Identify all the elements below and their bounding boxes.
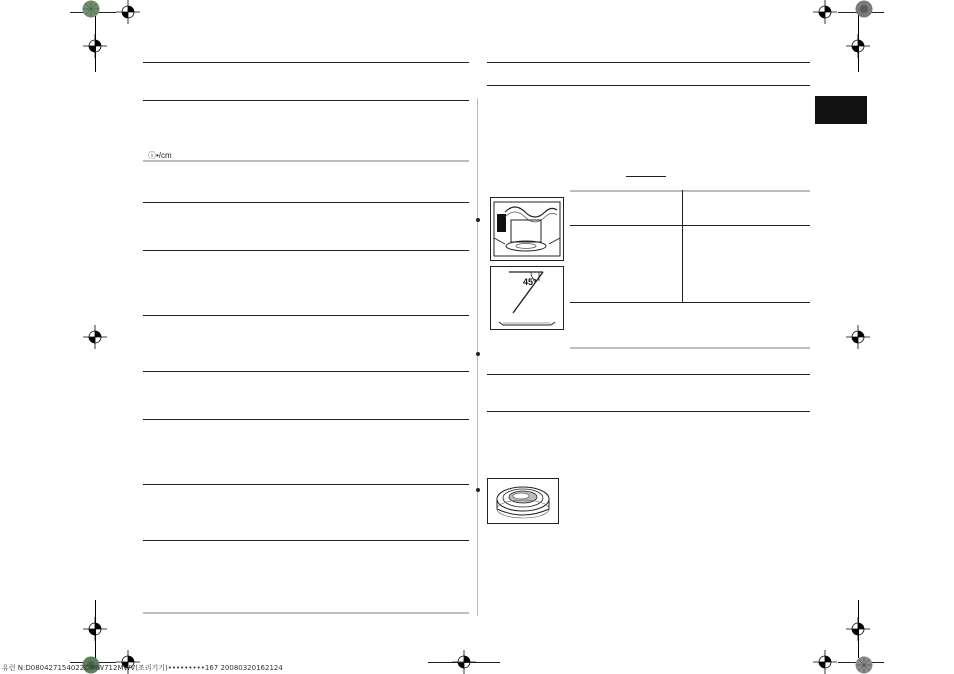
bullet-dot bbox=[476, 218, 480, 222]
oven-interior-illustration bbox=[491, 198, 563, 260]
angle-illustration bbox=[491, 267, 563, 329]
color-calibration-disc-icon bbox=[855, 656, 873, 674]
crop-line bbox=[858, 12, 859, 72]
section-divider bbox=[143, 100, 469, 101]
registration-mark-icon bbox=[813, 650, 837, 674]
gray-divider bbox=[143, 160, 469, 162]
registration-mark-icon bbox=[846, 325, 870, 349]
table-row-divider bbox=[570, 225, 810, 226]
turntable-illustration bbox=[488, 479, 558, 523]
section-divider bbox=[143, 371, 469, 372]
icon-note: ⓘ•/cm bbox=[148, 151, 172, 160]
section-divider bbox=[143, 250, 469, 251]
section-divider bbox=[143, 419, 469, 420]
crop-line bbox=[95, 600, 96, 658]
crop-line bbox=[858, 600, 859, 658]
crop-line bbox=[95, 12, 96, 72]
section-divider bbox=[143, 484, 469, 485]
section-divider bbox=[487, 62, 810, 63]
section-divider bbox=[143, 315, 469, 316]
bullet-dot bbox=[476, 488, 480, 492]
registration-mark-icon bbox=[813, 0, 837, 24]
angle-figure bbox=[490, 266, 564, 330]
color-calibration-disc-icon bbox=[82, 0, 100, 18]
section-divider bbox=[143, 540, 469, 541]
table-column-divider bbox=[682, 190, 683, 302]
print-footer: 유런 N:D080427154022CIMW712MWV(조리기기)•••••••••167 20080320162124 bbox=[2, 664, 283, 672]
section-divider bbox=[487, 85, 810, 86]
column-separator bbox=[477, 98, 478, 616]
turntable-figure bbox=[487, 478, 559, 524]
crop-line bbox=[428, 662, 500, 663]
section-divider bbox=[143, 202, 469, 203]
language-tab bbox=[815, 96, 867, 124]
bullet-dot bbox=[476, 352, 480, 356]
table-bottom-rule bbox=[570, 347, 810, 349]
angle-label: 45° bbox=[523, 277, 537, 287]
registration-mark-icon bbox=[116, 0, 140, 24]
gray-divider bbox=[143, 612, 469, 614]
section-divider bbox=[143, 62, 469, 63]
oven-interior-figure bbox=[490, 197, 564, 261]
table-top-rule bbox=[570, 190, 810, 192]
short-underline bbox=[626, 176, 666, 177]
color-calibration-disc-icon bbox=[855, 0, 873, 18]
section-divider bbox=[487, 411, 810, 412]
registration-mark-icon bbox=[83, 325, 107, 349]
section-divider bbox=[487, 374, 810, 375]
table-row-divider bbox=[570, 302, 810, 303]
